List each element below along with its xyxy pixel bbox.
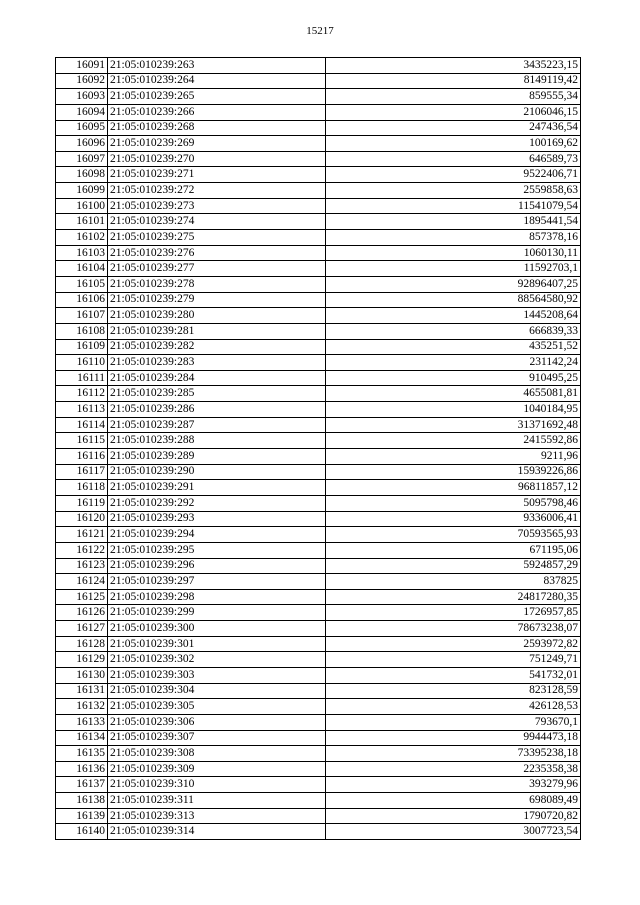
cadastral-number-cell: 21:05:010239:307 [108,730,326,746]
row-number-cell: 16138 [56,793,108,809]
cadastral-value-cell: 15939226,86 [326,464,581,480]
row-number-cell: 16109 [56,339,108,355]
cadastral-number-cell: 21:05:010239:300 [108,621,326,637]
cadastral-value-cell: 9336006,41 [326,511,581,527]
table-row [56,495,581,511]
cadastral-number-cell: 21:05:010239:273 [108,198,326,214]
cadastral-number-cell: 21:05:010239:277 [108,261,326,277]
cadastral-value-cell: 910495,25 [326,370,581,386]
cadastral-number-cell: 21:05:010239:284 [108,370,326,386]
cadastral-number-cell: 21:05:010239:268 [108,120,326,136]
cadastral-number-cell: 21:05:010239:282 [108,339,326,355]
cadastral-value-table [55,57,581,840]
row-number-cell: 16104 [56,261,108,277]
cadastral-value-cell: 247436,54 [326,120,581,136]
row-number-cell: 16094 [56,104,108,120]
row-number-cell: 16101 [56,214,108,230]
cadastral-value-cell: 31371692,48 [326,417,581,433]
cadastral-value-cell: 393279,96 [326,777,581,793]
row-number-cell: 16125 [56,589,108,605]
row-number-cell: 16100 [56,198,108,214]
cadastral-number-cell: 21:05:010239:304 [108,683,326,699]
row-number-cell: 16114 [56,417,108,433]
cadastral-value-cell: 4655081,81 [326,386,581,402]
table-row [56,761,581,777]
table-row [56,793,581,809]
cadastral-value-cell: 96811857,12 [326,480,581,496]
table-row [56,323,581,339]
cadastral-number-cell: 21:05:010239:291 [108,480,326,496]
table-row [56,511,581,527]
row-number-cell: 16140 [56,824,108,840]
row-number-cell: 16105 [56,276,108,292]
table-row [56,824,581,840]
cadastral-number-cell: 21:05:010239:286 [108,402,326,418]
cadastral-number-cell: 21:05:010239:278 [108,276,326,292]
table-row [56,370,581,386]
row-number-cell: 16120 [56,511,108,527]
cadastral-number-cell: 21:05:010239:276 [108,245,326,261]
table-row [56,730,581,746]
row-number-cell: 16102 [56,230,108,246]
table-row [56,433,581,449]
cadastral-number-cell: 21:05:010239:301 [108,636,326,652]
row-number-cell: 16116 [56,449,108,465]
cadastral-value-cell: 9944473,18 [326,730,581,746]
row-number-cell: 16128 [56,636,108,652]
cadastral-number-cell: 21:05:010239:283 [108,355,326,371]
table-row [56,386,581,402]
row-number-cell: 16127 [56,621,108,637]
cadastral-number-cell: 21:05:010239:305 [108,699,326,715]
cadastral-value-cell: 837825 [326,574,581,590]
row-number-cell: 16118 [56,480,108,496]
cadastral-number-cell: 21:05:010239:264 [108,73,326,89]
table-row [56,605,581,621]
table-row [56,777,581,793]
cadastral-number-cell: 21:05:010239:294 [108,527,326,543]
row-number-cell: 16111 [56,370,108,386]
page-number: 15217 [306,25,334,37]
cadastral-value-cell: 73395238,18 [326,746,581,762]
cadastral-number-cell: 21:05:010239:266 [108,104,326,120]
row-number-cell: 16121 [56,527,108,543]
cadastral-value-cell: 751249,71 [326,652,581,668]
table-row [56,73,581,89]
cadastral-number-cell: 21:05:010239:285 [108,386,326,402]
cadastral-number-cell: 21:05:010239:296 [108,558,326,574]
table-row [56,276,581,292]
row-number-cell: 16135 [56,746,108,762]
cadastral-value-cell: 698089,49 [326,793,581,809]
table-row [56,714,581,730]
table-row [56,339,581,355]
table-row [56,542,581,558]
cadastral-value-cell: 70593565,93 [326,527,581,543]
cadastral-value-cell: 541732,01 [326,667,581,683]
row-number-cell: 16103 [56,245,108,261]
cadastral-number-cell: 21:05:010239:272 [108,183,326,199]
cadastral-number-cell: 21:05:010239:271 [108,167,326,183]
cadastral-number-cell: 21:05:010239:274 [108,214,326,230]
cadastral-value-cell: 1060130,11 [326,245,581,261]
cadastral-value-cell: 78673238,07 [326,621,581,637]
cadastral-value-cell: 11541079,54 [326,198,581,214]
table-row [56,292,581,308]
table-row [56,120,581,136]
cadastral-number-cell: 21:05:010239:299 [108,605,326,621]
cadastral-number-cell: 21:05:010239:289 [108,449,326,465]
cadastral-value-cell: 2559858,63 [326,183,581,199]
row-number-cell: 16098 [56,167,108,183]
row-number-cell: 16107 [56,308,108,324]
cadastral-value-cell: 9522406,71 [326,167,581,183]
cadastral-number-cell: 21:05:010239:263 [108,58,326,74]
table-row [56,136,581,152]
cadastral-value-cell: 2106046,15 [326,104,581,120]
table-row [56,230,581,246]
row-number-cell: 16119 [56,495,108,511]
table-row [56,746,581,762]
table-row [56,308,581,324]
cadastral-value-cell: 5924857,29 [326,558,581,574]
row-number-cell: 16123 [56,558,108,574]
cadastral-value-cell: 11592703,1 [326,261,581,277]
cadastral-number-cell: 21:05:010239:297 [108,574,326,590]
cadastral-value-cell: 3007723,54 [326,824,581,840]
row-number-cell: 16096 [56,136,108,152]
row-number-cell: 16091 [56,58,108,74]
table-row [56,808,581,824]
cadastral-number-cell: 21:05:010239:311 [108,793,326,809]
cadastral-number-cell: 21:05:010239:314 [108,824,326,840]
cadastral-value-cell: 92896407,25 [326,276,581,292]
cadastral-number-cell: 21:05:010239:281 [108,323,326,339]
cadastral-number-cell: 21:05:010239:275 [108,230,326,246]
table-row [56,214,581,230]
cadastral-value-cell: 426128,53 [326,699,581,715]
row-number-cell: 16129 [56,652,108,668]
cadastral-number-cell: 21:05:010239:279 [108,292,326,308]
cadastral-number-cell: 21:05:010239:290 [108,464,326,480]
cadastral-value-cell: 859555,34 [326,89,581,105]
cadastral-number-cell: 21:05:010239:269 [108,136,326,152]
cadastral-value-cell: 793670,1 [326,714,581,730]
table-row [56,558,581,574]
table-row [56,636,581,652]
row-number-cell: 16110 [56,355,108,371]
table-row [56,621,581,637]
table-row [56,667,581,683]
table-row [56,574,581,590]
table-row [56,417,581,433]
cadastral-number-cell: 21:05:010239:280 [108,308,326,324]
row-number-cell: 16130 [56,667,108,683]
row-number-cell: 16097 [56,151,108,167]
table-row [56,527,581,543]
cadastral-value-cell: 646589,73 [326,151,581,167]
cadastral-value-cell: 24817280,35 [326,589,581,605]
cadastral-number-cell: 21:05:010239:292 [108,495,326,511]
cadastral-number-cell: 21:05:010239:310 [108,777,326,793]
table-row [56,89,581,105]
cadastral-number-cell: 21:05:010239:309 [108,761,326,777]
row-number-cell: 16113 [56,402,108,418]
table-row [56,480,581,496]
cadastral-number-cell: 21:05:010239:302 [108,652,326,668]
table-row [56,151,581,167]
table-row [56,355,581,371]
row-number-cell: 16136 [56,761,108,777]
table-row [56,183,581,199]
row-number-cell: 16139 [56,808,108,824]
table-row [56,261,581,277]
row-number-cell: 16112 [56,386,108,402]
cadastral-value-cell: 3435223,15 [326,58,581,74]
table-row [56,449,581,465]
cadastral-number-cell: 21:05:010239:288 [108,433,326,449]
row-number-cell: 16122 [56,542,108,558]
cadastral-number-cell: 21:05:010239:306 [108,714,326,730]
table-row [56,167,581,183]
row-number-cell: 16134 [56,730,108,746]
cadastral-value-cell: 1895441,54 [326,214,581,230]
cadastral-value-cell: 231142,24 [326,355,581,371]
cadastral-value-cell: 8149119,42 [326,73,581,89]
cadastral-value-cell: 1790720,82 [326,808,581,824]
cadastral-value-cell: 2593972,82 [326,636,581,652]
cadastral-value-cell: 1445208,64 [326,308,581,324]
row-number-cell: 16106 [56,292,108,308]
table-row [56,464,581,480]
cadastral-number-cell: 21:05:010239:298 [108,589,326,605]
table-row [56,198,581,214]
cadastral-value-cell: 666839,33 [326,323,581,339]
row-number-cell: 16117 [56,464,108,480]
row-number-cell: 16108 [56,323,108,339]
cadastral-number-cell: 21:05:010239:295 [108,542,326,558]
cadastral-number-cell: 21:05:010239:287 [108,417,326,433]
cadastral-number-cell: 21:05:010239:270 [108,151,326,167]
cadastral-number-cell: 21:05:010239:308 [108,746,326,762]
row-number-cell: 16132 [56,699,108,715]
table-body [56,58,581,840]
table-row [56,699,581,715]
row-number-cell: 16099 [56,183,108,199]
cadastral-value-cell: 2415592,86 [326,433,581,449]
row-number-cell: 16124 [56,574,108,590]
row-number-cell: 16131 [56,683,108,699]
cadastral-value-cell: 1040184,95 [326,402,581,418]
cadastral-value-cell: 2235358,38 [326,761,581,777]
cadastral-value-cell: 857378,16 [326,230,581,246]
table-row [56,402,581,418]
table-row [56,104,581,120]
cadastral-number-cell: 21:05:010239:293 [108,511,326,527]
cadastral-value-cell: 671195,06 [326,542,581,558]
table-row [56,683,581,699]
row-number-cell: 16115 [56,433,108,449]
cadastral-value-cell: 9211,96 [326,449,581,465]
table-row [56,589,581,605]
cadastral-number-cell: 21:05:010239:265 [108,89,326,105]
cadastral-value-cell: 88564580,92 [326,292,581,308]
cadastral-value-cell: 100169,62 [326,136,581,152]
table-row [56,245,581,261]
cadastral-value-cell: 823128,59 [326,683,581,699]
row-number-cell: 16093 [56,89,108,105]
table-row [56,652,581,668]
row-number-cell: 16092 [56,73,108,89]
row-number-cell: 16126 [56,605,108,621]
cadastral-value-cell: 435251,52 [326,339,581,355]
table-row [56,58,581,74]
cadastral-value-cell: 1726957,85 [326,605,581,621]
row-number-cell: 16133 [56,714,108,730]
row-number-cell: 16137 [56,777,108,793]
cadastral-number-cell: 21:05:010239:313 [108,808,326,824]
cadastral-number-cell: 21:05:010239:303 [108,667,326,683]
cadastral-value-cell: 5095798,46 [326,495,581,511]
row-number-cell: 16095 [56,120,108,136]
